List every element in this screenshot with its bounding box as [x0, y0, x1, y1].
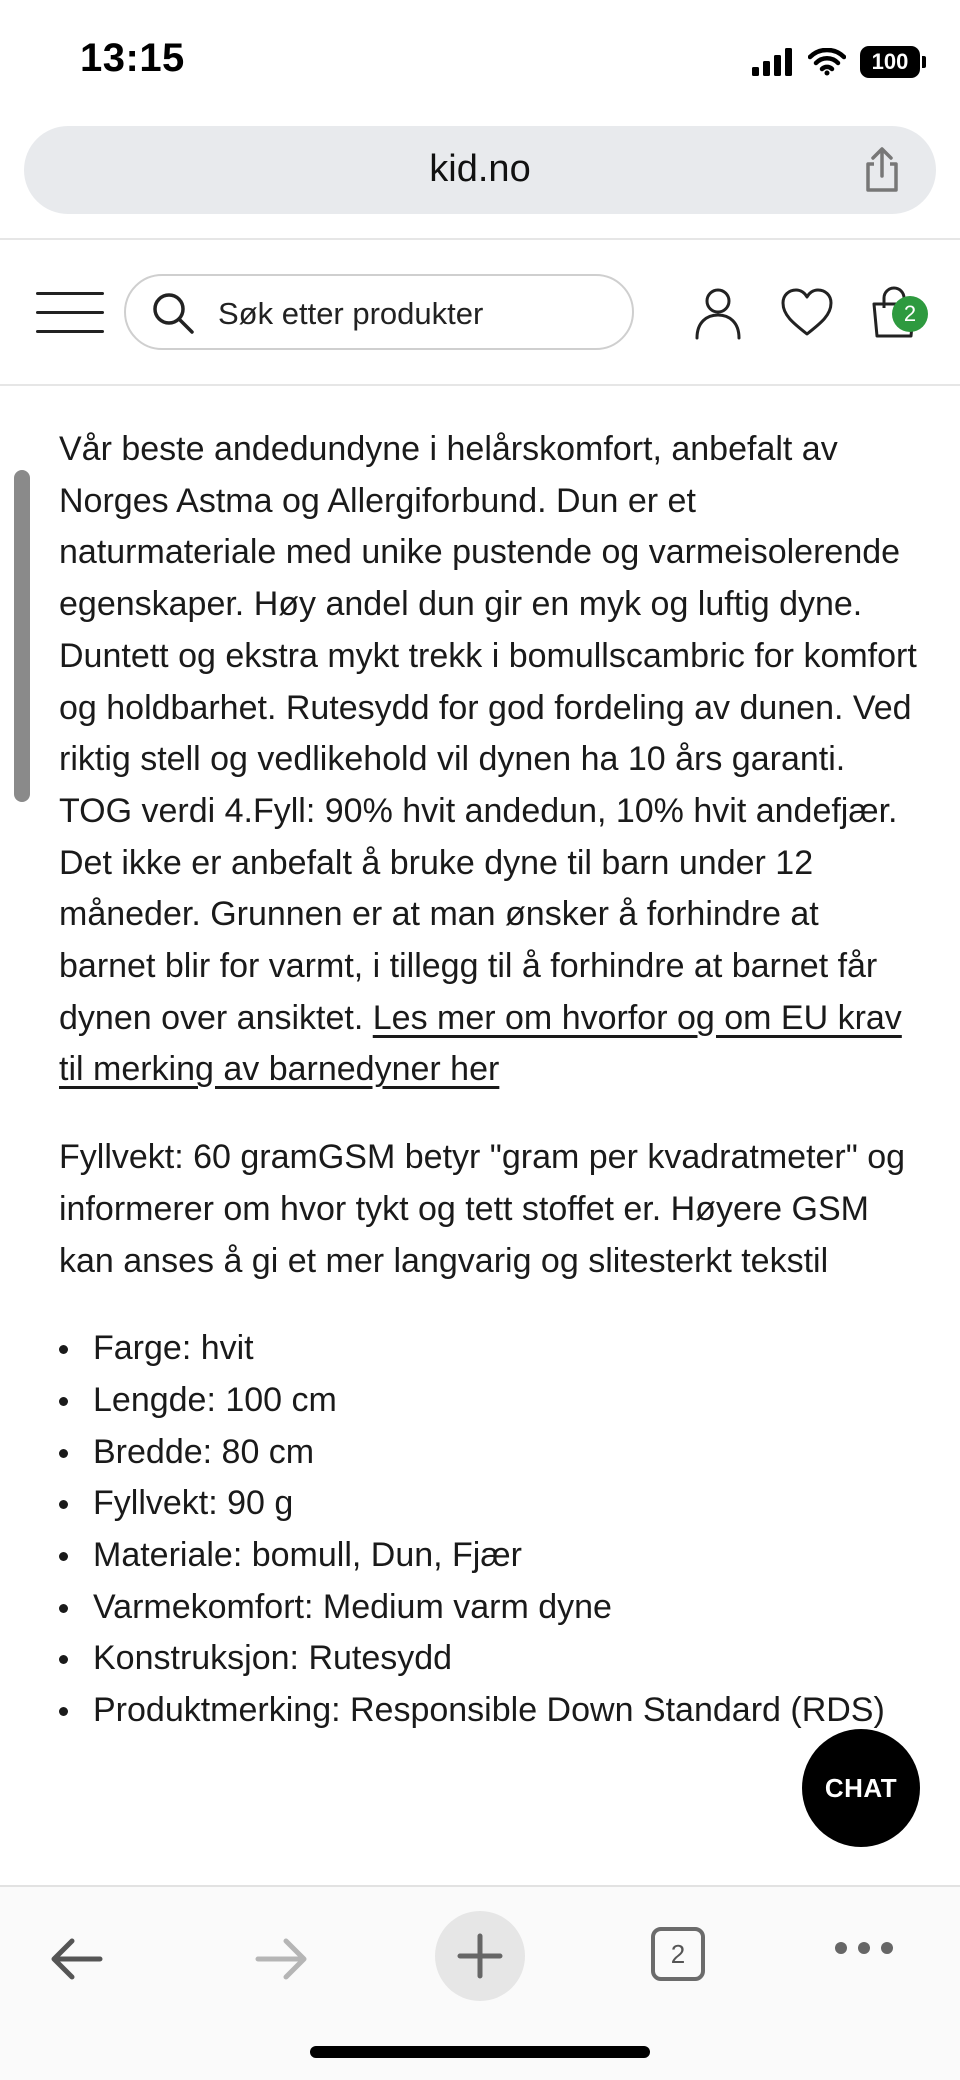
back-icon[interactable]	[38, 1919, 118, 1999]
scrollbar[interactable]	[14, 470, 30, 802]
heart-icon[interactable]	[779, 284, 835, 340]
search-box[interactable]	[124, 274, 634, 350]
share-icon[interactable]	[856, 144, 908, 196]
list-item: Produktmerking: Responsible Down Standard (RDS)	[93, 1685, 919, 1737]
battery-icon: 100	[860, 46, 920, 78]
signal-icon	[752, 48, 794, 76]
account-icon[interactable]	[690, 284, 746, 340]
forward-icon[interactable]	[240, 1919, 320, 1999]
status-bar	[0, 0, 960, 120]
divider	[0, 384, 960, 386]
gsm-paragraph: Fyllvekt: 60 gramGSM betyr "gram per kvadratmeter" og informerer om hvor tykt og tett stoffet er. Høyere GSM kan anses å gi et mer langvarig og slitesterkt tekstil	[59, 1138, 906, 1280]
site-header	[0, 240, 960, 384]
list-item: Farge: hvit	[93, 1323, 919, 1375]
list-item: Lengde: 100 cm	[93, 1375, 919, 1427]
menu-icon[interactable]	[36, 292, 104, 334]
list-item: Fyllvekt: 90 g	[93, 1478, 919, 1530]
spec-list	[59, 1323, 919, 1737]
list-item: Varmekomfort: Medium varm dyne	[93, 1582, 919, 1634]
status-time: 13:15	[80, 36, 185, 80]
description-text: Vår beste andedundyne i helårskomfort, anbefalt av Norges Astma og Allergiforbund. Dun er et naturmateriale med unike pustende og varmeisolerende egenskaper. Høy andel dun gir en myk og luftig dyne. Duntett og ekstra mykt trekk i bomullscambric for komfort og holdbarhet. Rutesydd for god fordeling av dunen. Ved riktig stell og vedlikehold vil dynen ha 10 års garanti. TOG verdi 4.Fyll: 90% hvit andedun, 10% hvit andefjær. Det ikke er anbefalt å bruke dyne til barn under 12 måneder. Grunnen er at man ønsker å forhindre at barnet blir for varmt, i tillegg til å forhindre at barnet får dynen over ansiktet.	[59, 430, 917, 1037]
description-paragraph	[59, 424, 919, 1096]
more-icon[interactable]	[834, 1941, 894, 1955]
read-more-link[interactable]: Les mer om hvorfor og om EU krav til merking av barnedyner her	[59, 998, 902, 1089]
list-item: Konstruksjon: Rutesydd	[93, 1633, 919, 1685]
new-tab-button[interactable]	[435, 1911, 525, 2001]
chat-button[interactable]: CHAT	[802, 1729, 920, 1847]
cart-count-badge: 2	[892, 296, 928, 332]
address-bar[interactable]	[24, 126, 936, 214]
search-icon	[150, 290, 196, 336]
list-item: Bredde: 80 cm	[93, 1427, 919, 1479]
tabs-icon[interactable]: 2	[651, 1927, 705, 1981]
product-description	[59, 424, 919, 1737]
status-icons	[752, 40, 920, 84]
url-text[interactable]: kid.no	[429, 148, 531, 190]
list-item: Materiale: bomull, Dun, Fjær	[93, 1530, 919, 1582]
plus-icon	[435, 1911, 525, 2001]
home-indicator	[310, 2046, 650, 2058]
wifi-icon	[808, 48, 846, 76]
search-input[interactable]	[216, 292, 620, 336]
